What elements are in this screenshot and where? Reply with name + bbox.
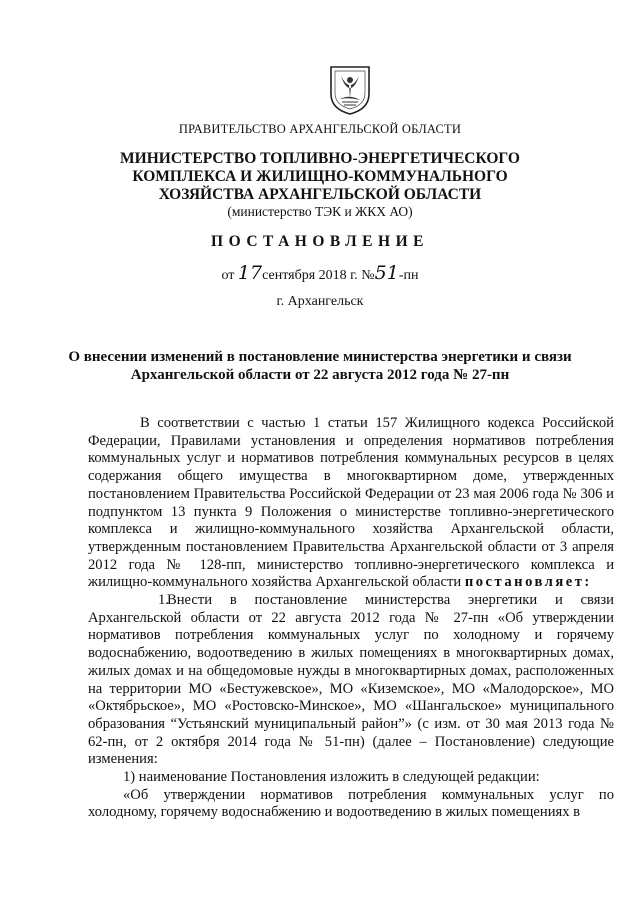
date-prefix: от xyxy=(221,268,235,283)
resolves-word: постановляет: xyxy=(464,574,592,591)
subitem-1-paragraph: 1) наименование Постановления изложить в следующей редакции: xyxy=(123,769,540,786)
coat-of-arms-emblem xyxy=(328,64,372,116)
ministry-name xyxy=(0,150,640,204)
document-body xyxy=(88,415,614,822)
handwritten-day: 17 xyxy=(237,262,263,284)
preamble-paragraph xyxy=(88,415,614,592)
number-suffix: -пн xyxy=(398,268,419,283)
quote-paragraph: «Об утверждении нормативов потребления коммунальных услуг по холодному, горячему водоснабжению и водоотведению в жилых помещениях в xyxy=(88,786,614,821)
government-name: ПРАВИТЕЛЬСТВО АРХАНГЕЛЬСКОЙ ОБЛАСТИ xyxy=(178,122,462,136)
ministry-line: МИНИСТЕРСТВО ТОПЛИВНО-ЭНЕРГЕТИЧЕСКОГО xyxy=(120,150,520,167)
preamble-text: В соответствии с частью 1 статьи 157 Жилищного кодекса Российской Федерации, Правилами установления и определения нормативов потребления коммунальных услуг и нормативов потребления коммунальных ресурсов в целях содержания общего имущества в многоквартирном доме, утвержденных постановлением Правительства Российской Федерации от 23 мая 2006 года № 306 и подпунктом 13 пункта 9 Положения о министерстве топливно-энергетического комплекса и жилищно-коммунального хозяйства Архангельской области, утвержденным постановлением Правительства Архангельской области от 3 апреля 2012 года № 128-пп, министерство топливно-энергетического комплекса и жилищно-коммунального хозяйства Архангельской области xyxy=(88,415,614,591)
subject-line: О внесении изменений в постановление министерства энергетики и связи xyxy=(68,349,572,365)
document-subject xyxy=(0,348,640,384)
document-date-number xyxy=(0,262,640,284)
ministry-line: КОМПЛЕКСА И ЖИЛИЩНО-КОММУНАЛЬНОГО xyxy=(132,168,508,185)
subject-line: Архангельской области от 22 августа 2012 года № 27-пн xyxy=(130,367,510,383)
ministry-short-name: (министерство ТЭК и ЖКХ АО) xyxy=(227,204,413,219)
date-text: сентября 2018 г. № xyxy=(262,268,375,283)
handwritten-number: 51 xyxy=(374,262,399,284)
item-1-text: Внести в постановление министерства энергетики и связи Архангельской области от 22 августа 2012 года № 27-пн «Об утверждении нормативов потребления коммунальных услуг по холодному и горячему водоснабжению, водоотведению в жилых помещениях в многоквартирных домах, жилых домах и на общедомовые нужды в многоквартирных домах, расположенных на территории МО «Бестужевское», МО «Киземское», МО «Малодорское», МО «Октябрьское», МО «Ростовско-Минское», МО «Шангальское» муниципального образования “Устьянский муниципальный район”» (с изм. от 30 мая 2013 года № 62-пн, от 2 октября 2014 года № 51-пн) (далее – Постановление) следующие изменения: xyxy=(88,592,614,768)
document-type: ПОСТАНОВЛЕНИЕ xyxy=(211,233,429,250)
ministry-line: ХОЗЯЙСТВА АРХАНГЕЛЬСКОЙ ОБЛАСТИ xyxy=(158,186,482,203)
city: г. Архангельск xyxy=(276,294,364,309)
item-1-paragraph xyxy=(88,592,614,769)
item-1-number: 1. xyxy=(158,592,169,609)
